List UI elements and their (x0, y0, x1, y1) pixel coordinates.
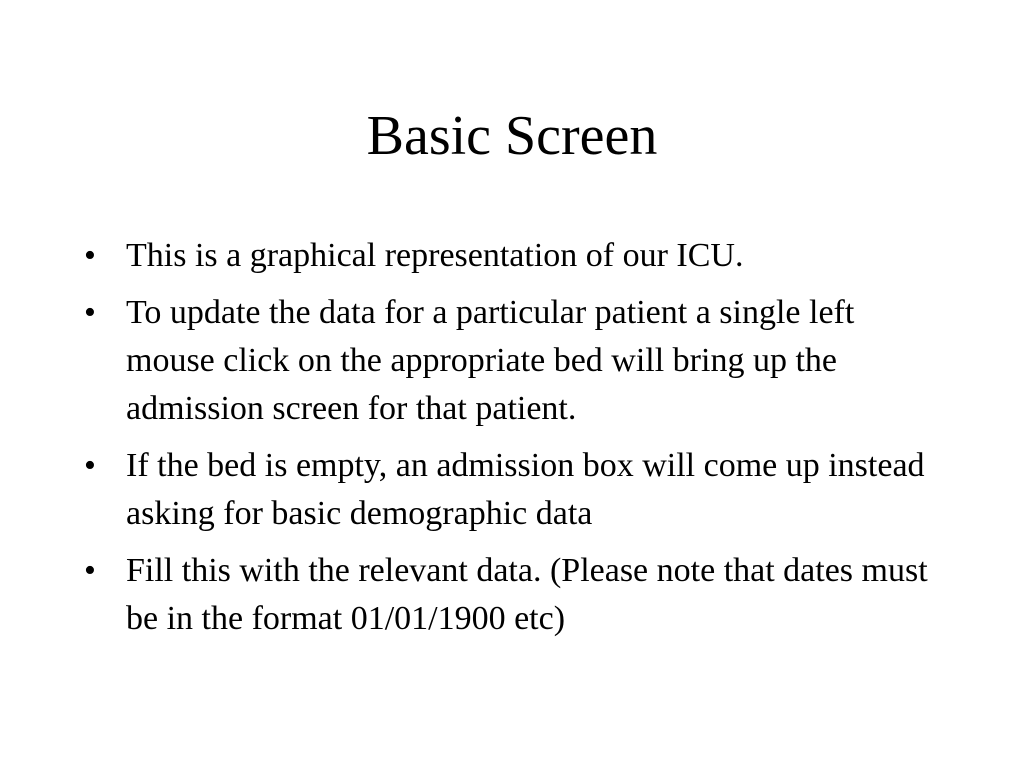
bullet-marker: • (84, 294, 96, 331)
bullet-item (84, 289, 944, 433)
bullet-marker: • (84, 552, 96, 589)
bullet-text: This is a graphical representation of our ICU. (126, 237, 744, 274)
bullet-text: If the bed is empty, an admission box will come up instead asking for basic demographic data (126, 447, 925, 532)
bullet-item (84, 232, 944, 280)
slide-title: Basic Screen (366, 105, 658, 167)
bullet-text: Fill this with the relevant data. (Please note that dates must be in the format 01/01/1900 etc) (126, 552, 928, 637)
bullet-marker: • (84, 447, 96, 484)
bullet-item (84, 442, 944, 538)
bullet-marker: • (84, 237, 96, 274)
bullet-list (84, 232, 944, 652)
bullet-item (84, 547, 944, 643)
bullet-text: To update the data for a particular patient a single left mouse click on the appropriate bed will bring up the admission screen for that patient. (126, 294, 855, 427)
